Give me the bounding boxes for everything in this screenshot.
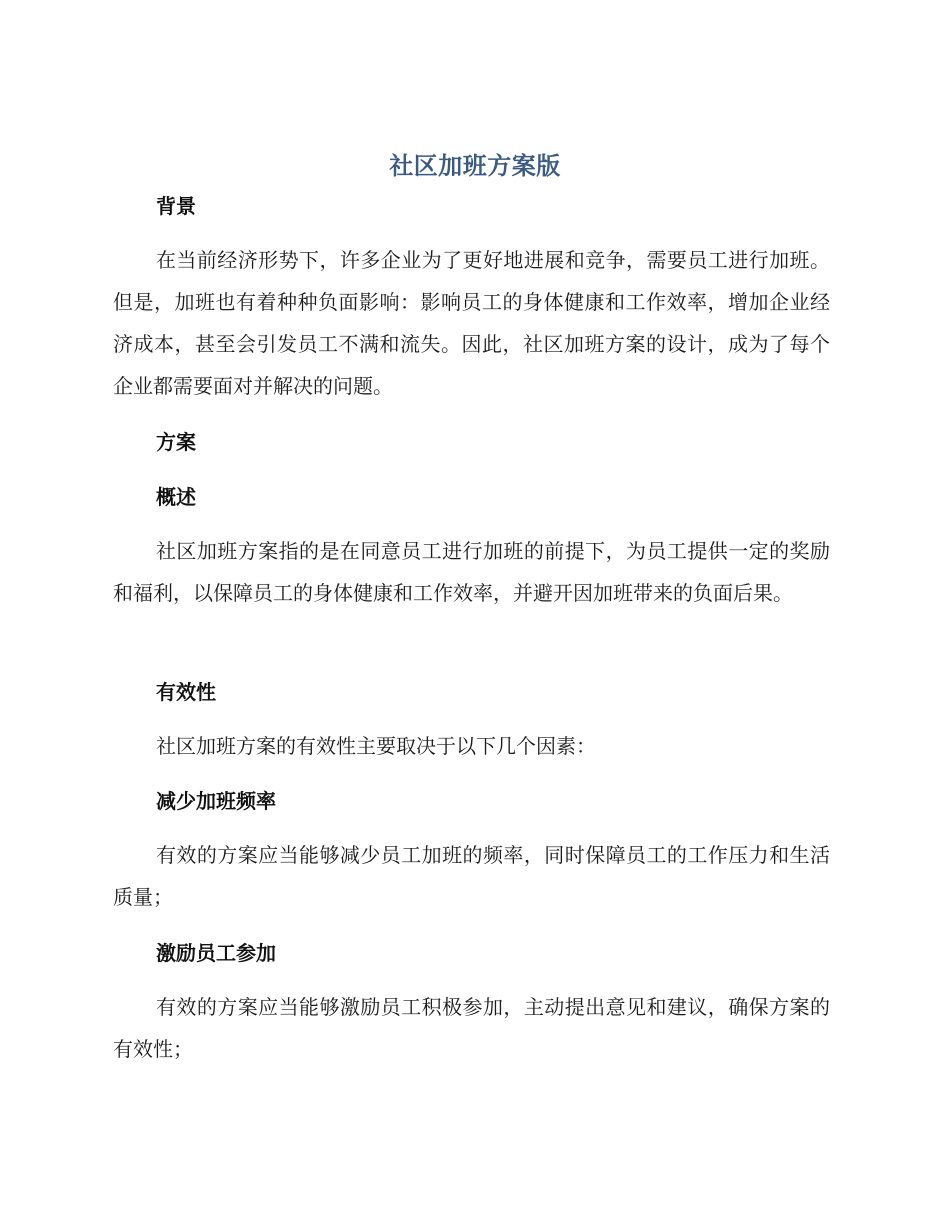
paragraph-effectiveness: 社区加班方案的有效性主要取决于以下几个因素： <box>156 734 596 758</box>
paragraph-motivate-staff: 有效的方案应当能够激励员工积极参加，主动提出意见和建议，确保方案的有效性； <box>113 995 830 1061</box>
heading-effectiveness: 有效性 <box>156 680 216 704</box>
document-title: 社区加班方案版 <box>389 152 561 180</box>
heading-background: 背景 <box>156 194 196 218</box>
heading-plan: 方案 <box>156 430 196 454</box>
heading-reduce-overtime: 减少加班频率 <box>156 789 276 813</box>
paragraph-overview: 社区加班方案指的是在同意员工进行加班的前提下，为员工提供一定的奖励和福利，以保障员工的身体健康和工作效率，并避开因加班带来的负面后果。 <box>113 539 830 605</box>
paragraph-background: 在当前经济形势下，许多企业为了更好地进展和竞争，需要员工进行加班。但是，加班也有着种种负面影响：影响员工的身体健康和工作效率，增加企业经济成本，甚至会引发员工不满和流失。因此，社区加班方案的设计，成为了每个企业都需要面对并解决的问题。 <box>113 248 830 398</box>
heading-overview: 概述 <box>156 485 196 509</box>
heading-motivate-staff: 激励员工参加 <box>156 941 276 965</box>
paragraph-reduce-overtime: 有效的方案应当能够减少员工加班的频率，同时保障员工的工作压力和生活质量； <box>113 843 830 909</box>
